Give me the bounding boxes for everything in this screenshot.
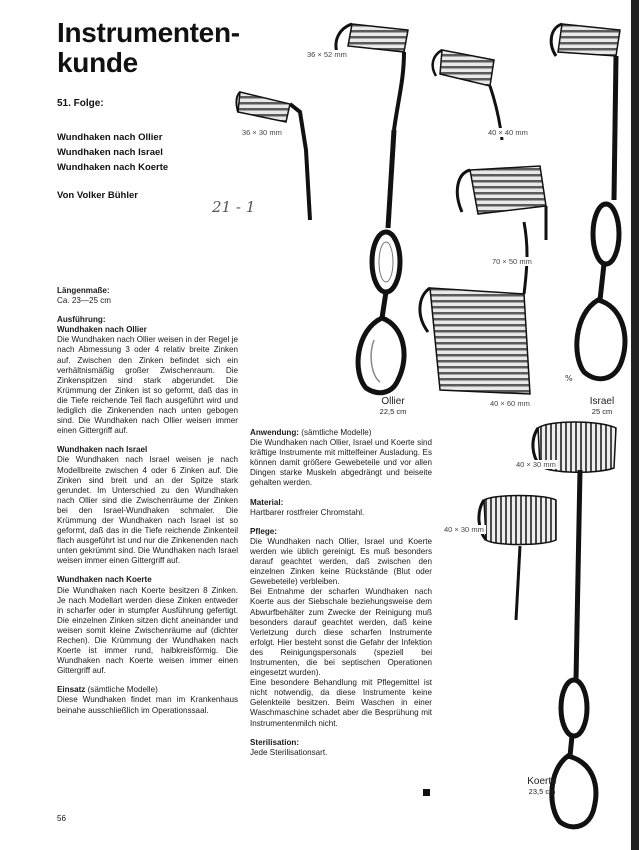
caption-koerte: Koerte 23,5 cm	[527, 776, 557, 796]
israel-wide-blade-drawing	[420, 222, 530, 394]
subtitle-ollier: Wundhaken nach Ollier	[57, 132, 163, 143]
handwritten-note: 21 - 1	[212, 198, 256, 216]
scan-edge	[631, 0, 639, 850]
middle-text-column	[250, 428, 432, 767]
dimension-label: 40 × 30 mm	[516, 460, 556, 469]
section-usage-location: Einsatz (sämtliche Modelle) Diese Wundhaken findet man im Krankenhaus beinahe ausschließlich im Operationssaal.	[57, 685, 238, 715]
series-number: 51. Folge:	[57, 98, 104, 109]
section-israel: Wundhaken nach Israel Die Wundhaken nach Israel weisen je nach Modellbreite zwischen 4 oder 6 Zinken auf. Die Zinken sind breit und an der Spitze stark gerundet. Im Unterschied zu den Wundhaken nach Ollier sind die Zwischenräume der Zinken bei den Israel-Wundhaken schmaler. Die Krümmung der Wundhaken nach Israel ist so geformt, daß das in die Tiefe reichende Zinkenteil flach ausgeführt ist und nur die Zinkenenden nach unten gekrümmt sind. Die Wundhaken nach Israel weisen immer einen Gittergriff auf.	[57, 445, 238, 566]
caption-israel: Israel 25 cm	[589, 396, 615, 416]
caption-ollier: Ollier 22,5 cm	[379, 396, 407, 416]
dimension-label: 70 × 50 mm	[492, 257, 532, 266]
section-application: Anwendung: (sämtliche Modelle) Die Wundhaken nach Ollier, Israel und Koerte sind kräftige Instrumente mit mittelfeiner Ausladung. Es können damit größere Gewebeteile und vor allen Dingen starke Muskeln abgedrängt und beiseite gehalten werden.	[250, 428, 432, 488]
dimension-label: 40 × 60 mm	[490, 399, 530, 408]
left-text-column	[57, 286, 238, 725]
section-care: Pflege: Die Wundhaken nach Ollier, Israel und Koerte werden wie üblich gereinigt. Es muß besonders darauf geachtet werden, daß zwischen den einzelnen Zinken keine Rückstände (Blut oder Gewebeteile) verbleiben. Bei Entnahme der scharfen Wundhaken nach Koerte aus der Siebschale beziehungsweise dem Abwurfbehälter zum Zwecke der Reinigung muß besonders darauf geachtet werden, daß keine Verletzung durch diese scharfen Instrumente erfolgt. Hier besteht sonst die Gefahr der Infektion des Reinigungspersonals (speziell bei Instrumenten, die bei septischen Operationen eingesetzt wurden). Eine besondere Behandlung mit Pflegemittel ist nicht notwendig, da diese Instrumente keine Gelenkteile besitzen. Beim Waschen in einer Waschmaschine schadet aber die Besprühung mit Instrumentenmilch nicht.	[250, 526, 432, 728]
section-material: Material: Hartbarer rostfreier Chromstahl.	[250, 497, 365, 517]
subtitle-koerte: Wundhaken nach Koerte	[57, 162, 169, 173]
israel-small-head-drawing	[433, 50, 502, 140]
page-number: 56	[57, 814, 66, 823]
subtitle-israel: Wundhaken nach Israel	[57, 147, 163, 158]
dimension-label: 40 × 40 mm	[488, 128, 528, 137]
dimension-label: 40 × 30 mm	[444, 525, 484, 534]
section-lengths: Längenmaße: Ca. 23—25 cm	[57, 286, 111, 306]
page-title: Instrumenten- kunde	[57, 17, 240, 78]
section-design: Ausführung: Wundhaken nach Ollier Die Wundhaken nach Ollier weisen in der Regel je nach Abmessung 3 oder 4 relativ breite Zinken auf. Zwischen den Zinken befindet sich ein verhältnismäßig großer Zwischenraum. Die Zinkenspitzen sind stark abgerundet. Die Krümmung der Zinken ist so geformt, daß das in die Tiefe reichende Teil flach ausgeführt wird und lediglich die Zinkenenden nach unten gebogen sind. Die Wundhaken nach Ollier weisen immer einen Gittergriff auf.	[57, 315, 238, 436]
section-sterilization: Sterilisation: Jede Sterilisationsart.	[250, 737, 328, 757]
israel-wide-head-drawing	[457, 166, 546, 240]
dimension-label: 36 × 30 mm	[242, 128, 282, 137]
section-koerte: Wundhaken nach Koerte Die Wundhaken nach Koerte besitzen 8 Zinken. Je nach Modellart werden diese Zinken entweder in scharfer oder in stumpfer Ausführung gefertigt. Die einzelnen Zinken sitzen dicht aneinander und weisen somit kleine Zwischenräume auf (dichter Rechen). Die Krümmung der Wundhaken nach Koerte ist immer rund, halbkreisförmig. Die Wundhaken nach Koerte weisen immer einen Gittergriff auf.	[57, 575, 238, 676]
author-line: Von Volker Bühler	[57, 190, 138, 201]
ollier-large-hook-drawing	[336, 24, 408, 393]
subtitle-list	[57, 130, 168, 175]
figure-mark: %	[565, 374, 573, 383]
end-of-article-mark	[423, 789, 430, 796]
israel-long-hook-drawing	[551, 24, 625, 379]
dimension-label: 36 × 52 mm	[307, 50, 347, 59]
koerte-small-head-drawing	[479, 496, 556, 621]
koerte-large-hook-drawing	[533, 422, 616, 827]
